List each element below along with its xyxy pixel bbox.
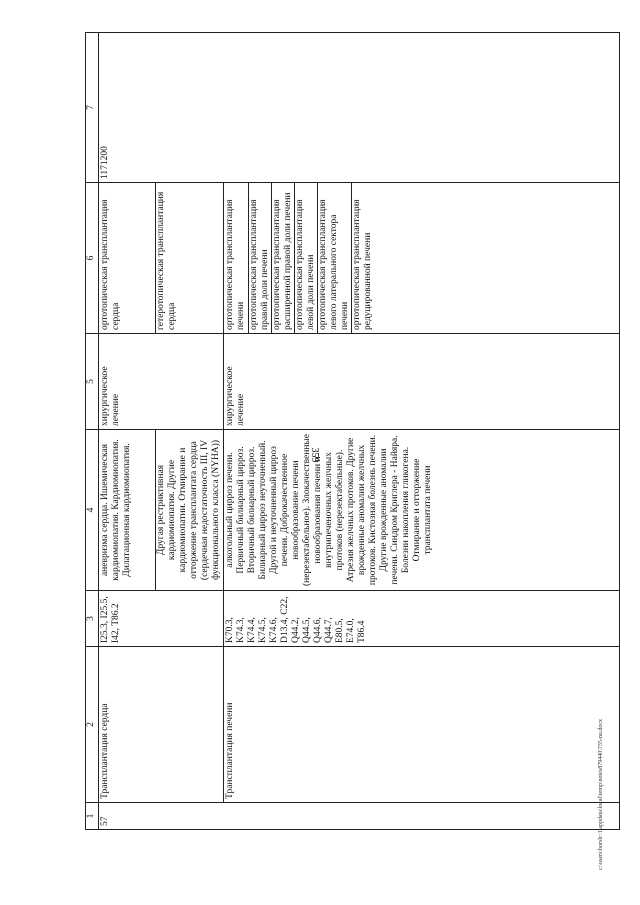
header-col-3: 3 bbox=[86, 591, 99, 647]
cost: 1171200 bbox=[99, 33, 620, 183]
methods-heart bbox=[99, 183, 224, 334]
method-heart-b: гетеротопическая трансплантация сердца bbox=[155, 183, 178, 333]
header-col-4: 4 bbox=[86, 430, 99, 591]
methods-liver bbox=[224, 183, 620, 334]
page-number: 359 bbox=[309, 447, 320, 463]
method-liver-6: ортотопическая трансплантация редуцированной печени bbox=[351, 183, 374, 333]
treatment-table bbox=[85, 32, 620, 830]
method-heart-a: ортотопическая трансплантация сердца bbox=[100, 199, 121, 330]
codes-liver: K70.3, K74.3, K74.4, K74.5, K74.6, D13.4, C22, Q44.2, Q44.5, Q44.6, Q44.7, E80.5, E74.0, T86.4 bbox=[224, 591, 620, 647]
header-col-6: 6 bbox=[86, 183, 99, 334]
method-liver-2: ортотопическая трансплантация правой доли печени bbox=[248, 183, 271, 333]
method-liver-5: ортотопическая трансплантация левого латерального сектора печени bbox=[317, 183, 351, 333]
diagnosis-heart-a: аневризма сердца. Ишемическая кардиомиопатия. Кардиомиопатия. Дилатационная кардиомиопатия. bbox=[100, 439, 132, 581]
group-heart: Трансплантация сердца bbox=[99, 647, 224, 803]
codes-heart: I25.3, I25.5, I42, T86.2 bbox=[99, 591, 224, 647]
method-liver-4: ортотопическая трансплантация левой доли печени bbox=[294, 183, 317, 333]
method-liver-1: ортотопическая трансплантация печени bbox=[225, 199, 246, 330]
table-row-heart bbox=[99, 33, 224, 830]
treatment-heart: хирургическое лечение bbox=[99, 334, 224, 430]
rotated-table-wrapper bbox=[85, 40, 620, 830]
diagnosis-heart-b: Другая рестриктивная кардиомиопатия. Другие кардиомиопатии. Отмирание и отторжение трансплантата сердца (сердечная недостаточность III, IV функционального класса (NYHA)) bbox=[155, 430, 222, 590]
treatment-liver: хирургическое лечение bbox=[224, 334, 620, 430]
diagnosis-heart bbox=[99, 430, 224, 591]
header-col-5: 5 bbox=[86, 334, 99, 430]
header-col-7: 7 bbox=[86, 33, 99, 183]
row-number: 57 bbox=[99, 803, 620, 830]
group-liver: Трансплантация печени bbox=[224, 647, 620, 803]
header-col-1: 1 bbox=[86, 803, 99, 830]
diagnosis-liver: алкогольный цирроз печени. Первичный билиарный цирроз. Вторичный билиарный цирроз. Билиарный цирроз неуточненный. Другой и неуточненный цирроз печени. Доброкачественное новообразование печени (нерезектабельное). Злокачественные новообразования печени и внутрипеченочных желчных протоков (нерезектабельные). Атрезия желчных протоков. Другие врожденные аномалии желчных протоков. Кистозная болезнь печени. Другие врожденные аномалии печени. Синдром Криглера - Найяра. Болезни накопления гликогена. Отмирание и отторжение трансплантата печени bbox=[224, 430, 620, 591]
document-path: c:\users\borsh~1\appdata\local\temp\notes879440\735-nu.docx bbox=[598, 718, 604, 870]
method-liver-3: ортотопическая трансплантация расширенной правой доли печени bbox=[271, 183, 294, 333]
header-row bbox=[86, 33, 99, 830]
header-col-2: 2 bbox=[86, 647, 99, 803]
